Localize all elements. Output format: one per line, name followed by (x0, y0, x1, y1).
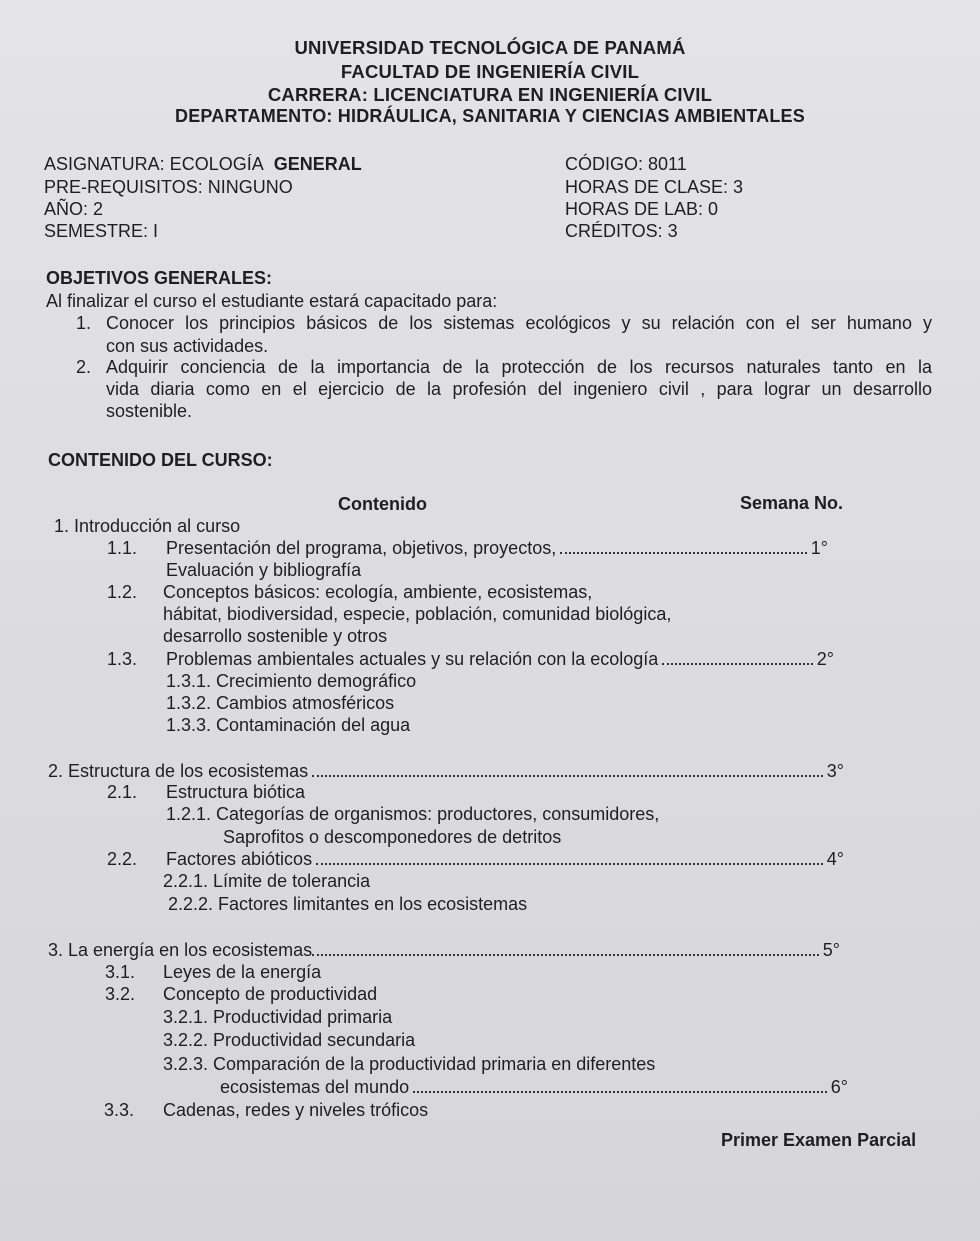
faculty-name: FACULTAD DE INGENIERÍA CIVIL (340, 61, 640, 82)
item-1-1-text: Presentación del programa, objetivos, proyectos, (166, 538, 557, 558)
credits: CRÉDITOS: 3 (565, 221, 678, 241)
item-3-1-number: 3.1. (105, 962, 136, 982)
item-1-1-row (166, 538, 828, 559)
first-partial-exam: Primer Examen Parcial (721, 1130, 917, 1150)
item-2-2-text: Factores abióticos (166, 849, 313, 869)
subject-bold: GENERAL (273, 154, 362, 174)
course-code: CÓDIGO: 8011 (565, 154, 687, 174)
item-3-2-3-row (220, 1077, 848, 1098)
section-2-row (48, 761, 844, 782)
week-2: 2° (816, 649, 834, 669)
objective-2-line-1: Adquirir conciencia de la importancia de la protección de los recursos naturales tanto en la (106, 357, 932, 377)
objectives-title: OBJETIVOS GENERALES: (46, 268, 273, 288)
semester: SEMESTRE: I (44, 221, 159, 241)
item-1-1-text-cont: Evaluación y bibliografía (166, 560, 362, 580)
objective-2-number: 2. (76, 357, 92, 377)
item-3-3-text: Cadenas, redes y niveles tróficos (163, 1100, 429, 1120)
objectives-intro: Al finalizar el curso el estudiante estará capacitado para: (46, 291, 498, 311)
item-3-2-text: Concepto de productividad (163, 984, 378, 1004)
item-3-1-text: Leyes de la energía (163, 962, 322, 982)
lab-hours: HORAS DE LAB: 0 (565, 199, 719, 219)
item-1-1-number: 1.1. (107, 538, 138, 558)
item-3-2-number: 3.2. (105, 984, 136, 1004)
item-1-3-row (166, 649, 834, 670)
university-name: UNIVERSIDAD TECNOLÓGICA DE PANAMÁ (294, 37, 686, 58)
item-3-3-number: 3.3. (104, 1100, 135, 1120)
career-name: CARRERA: LICENCIATURA EN INGENIERÍA CIVIL (267, 84, 713, 105)
prerequisites: PRE-REQUISITOS: NINGUNO (44, 177, 293, 197)
department-name: DEPARTAMENTO: HIDRÁULICA, SANITARIA Y CIENCIAS AMBIENTALES (175, 106, 805, 126)
content-title: CONTENIDO DEL CURSO: (48, 450, 273, 470)
leader-dots (312, 953, 819, 956)
item-3-2-2: 3.2.2. Productividad secundaria (163, 1030, 416, 1050)
item-2-2-2: 2.2.2. Factores limitantes en los ecosistemas (168, 894, 528, 914)
item-2-2-row (166, 849, 844, 870)
class-hours: HORAS DE CLASE: 3 (565, 177, 744, 197)
item-2-1-number: 2.1. (107, 782, 138, 802)
column-header-week: Semana No. (740, 493, 844, 513)
objective-1-line-2: con sus actividades. (106, 336, 269, 356)
section-3-row (48, 940, 840, 961)
objective-1-line-1: Conocer los principios básicos de los sistemas ecológicos y su relación con el ser humano y (106, 313, 932, 333)
item-1-3-2: 1.3.2. Cambios atmosféricos (166, 693, 395, 713)
week-4: 4° (826, 849, 844, 869)
item-2-2-1: 2.2.1. Límite de tolerancia (163, 871, 371, 891)
item-2-1-1-line-2: Saprofitos o descomponedores de detritos (223, 827, 562, 847)
column-header-content: Contenido (338, 494, 427, 514)
item-3-2-3-line-2: ecosistemas del mundo (220, 1077, 410, 1097)
item-1-2-line-3: desarrollo sostenible y otros (163, 626, 388, 646)
leader-dots (560, 551, 807, 554)
item-2-1-text: Estructura biótica (166, 782, 306, 802)
item-3-2-3-line-1: 3.2.3. Comparación de la productividad primaria en diferentes (163, 1054, 656, 1074)
leader-dots (312, 774, 823, 777)
week-5: 5° (822, 940, 840, 960)
leader-dots (316, 862, 823, 865)
objective-2-line-2: vida diaria como en el ejercicio de la profesión del ingeniero civil , para lograr un desarrollo (106, 379, 932, 399)
item-1-2-line-1: Conceptos básicos: ecología, ambiente, ecosistemas, (163, 582, 593, 602)
item-1-3-1: 1.3.1. Crecimiento demográfico (166, 671, 417, 691)
week-6: 6° (830, 1077, 848, 1097)
section-2-title: 2. Estructura de los ecosistemas (48, 761, 309, 781)
subject-line (44, 154, 362, 175)
item-1-3-text: Problemas ambientales actuales y su relación con la ecología (166, 649, 659, 669)
leader-dots (413, 1090, 827, 1093)
item-1-2-number: 1.2. (107, 582, 138, 602)
item-1-3-number: 1.3. (107, 649, 138, 669)
year: AÑO: 2 (44, 199, 104, 219)
section-3-title: 3. La energía en los ecosistemas (48, 940, 313, 960)
item-1-2-line-2: hábitat, biodiversidad, especie, población, comunidad biológica, (163, 604, 672, 624)
week-1: 1° (810, 538, 828, 558)
objective-1-number: 1. (76, 313, 92, 333)
section-1-title: 1. Introducción al curso (54, 516, 241, 536)
week-3: 3° (826, 761, 844, 781)
item-1-3-3: 1.3.3. Contaminación del agua (166, 715, 411, 735)
item-2-2-number: 2.2. (107, 849, 138, 869)
leader-dots (662, 662, 813, 665)
item-2-1-1-line-1: 1.2.1. Categorías de organismos: productores, consumidores, (166, 804, 660, 824)
subject-label: ASIGNATURA: ECOLOGÍA (44, 154, 264, 174)
objective-2-line-3: sostenible. (106, 401, 193, 421)
item-3-2-1: 3.2.1. Productividad primaria (163, 1007, 393, 1027)
